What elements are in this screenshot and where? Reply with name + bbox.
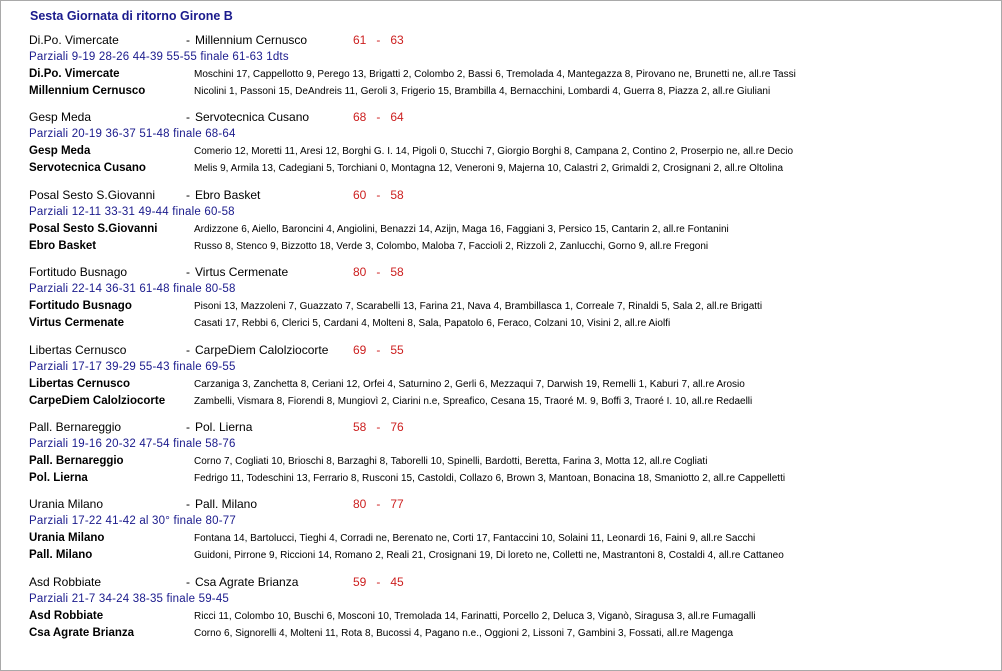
final-score — [353, 496, 404, 513]
score-separator: - — [376, 342, 381, 357]
match-line — [29, 264, 989, 281]
home-lineup-players: Moschini 17, Cappellotto 9, Perego 13, Brigatti 2, Colombo 2, Bassi 6, Tremolada 4, Mantegazza 8, Pirovano ne, Brunetti ne, all.re Tassi — [194, 69, 796, 80]
home-lineup-team: Urania Milano — [29, 532, 105, 545]
score-separator: - — [376, 33, 381, 47]
away-lineup — [29, 83, 989, 100]
final-score — [353, 32, 404, 49]
partial-scores: Parziali 9-19 28-26 44-39 55-55 finale 61-63 1dts — [29, 51, 289, 63]
home-lineup-players: Carzaniga 3, Zanchetta 8, Ceriani 12, Orfei 4, Saturnino 2, Gerli 6, Mezzaqui 7, Darwish 19, Remelli 1, Kaburi 7, all.re Arosio — [194, 378, 745, 390]
away-score: 45 — [390, 574, 404, 589]
home-lineup — [29, 221, 989, 238]
partial-scores: Parziali 19-16 20-32 47-54 finale 58-76 — [29, 437, 236, 450]
home-lineup — [29, 298, 989, 315]
away-lineup — [29, 393, 989, 410]
home-lineup — [29, 608, 989, 625]
match-separator: - — [186, 574, 190, 589]
away-lineup-players: Casati 17, Rebbi 6, Clerici 5, Cardani 4, Molteni 8, Sala, Papatolo 6, Feraco, Colzani 10, Visini 2, all.re Aiolfi — [194, 318, 671, 330]
partial-scores: Parziali 20-19 36-37 51-48 finale 68-64 — [29, 128, 236, 141]
home-lineup — [29, 530, 989, 547]
final-score — [353, 187, 404, 204]
home-lineup-players: Pisoni 13, Mazzoleni 7, Guazzato 7, Scarabelli 13, Farina 21, Nava 4, Brambillasca 1, Correale 7, Rinaldi 5, Sala 2, all.re Brigatti — [194, 301, 763, 313]
game-block — [29, 419, 989, 496]
final-score — [353, 574, 404, 591]
final-score — [353, 109, 404, 126]
away-lineup-team: CarpeDiem Calolziocorte — [29, 394, 166, 407]
away-team-label: CarpeDiem Calolziocorte — [195, 342, 329, 357]
home-lineup — [29, 376, 989, 393]
home-lineup-players: Fontana 14, Bartolucci, Tieghi 4, Corradi ne, Berenato ne, Corti 17, Fantaccini 10, Solaini 11, Leonardi 16, Faini 9, all.re Sacchi — [194, 533, 756, 545]
away-lineup — [29, 315, 989, 332]
match-line — [29, 419, 989, 436]
game-block — [29, 32, 989, 109]
away-lineup-players: Melis 9, Armila 13, Cadegiani 5, Torchiani 0, Montagna 12, Veneroni 9, Majerna 10, Calastri 2, Grimaldi 2, Crosignani 2, all.re Oltolina — [194, 163, 784, 175]
home-team-label: Posal Sesto S.Giovanni — [29, 187, 156, 202]
away-lineup-players: Guidoni, Pirrone 9, Riccioni 14, Romano 2, Reali 21, Crosignani 19, Di loreto ne, Colletti ne, Mastrantoni 8, Costaldi 4, all.re Cattaneo — [194, 550, 784, 562]
away-lineup-team: Pall. Milano — [29, 549, 93, 562]
away-lineup — [29, 625, 989, 642]
away-lineup-team: Virtus Cermenate — [29, 317, 125, 330]
home-lineup-players: Comerio 12, Moretti 11, Aresi 12, Borghi G. I. 14, Pigoli 0, Stucchi 7, Giorgio Borghi 8, Campana 2, Contino 2, Proserpio ne, all.re Decio — [194, 146, 794, 158]
home-lineup — [29, 143, 989, 160]
game-block — [29, 187, 989, 264]
away-lineup-team: Ebro Basket — [29, 239, 97, 252]
partial-scores: Parziali 22-14 36-31 61-48 finale 80-58 — [29, 283, 236, 296]
home-lineup-team: Di.Po. Vimercate — [29, 68, 120, 80]
away-lineup-team: Csa Agrate Brianza — [29, 626, 135, 639]
score-separator: - — [376, 187, 381, 202]
match-separator: - — [186, 33, 190, 47]
away-lineup-team: Servotecnica Cusano — [29, 162, 146, 175]
home-lineup-team: Libertas Cernusco — [29, 377, 130, 390]
away-score: 63 — [390, 33, 404, 47]
away-lineup-team: Millennium Cernusco — [29, 85, 146, 97]
home-team-label: Urania Milano — [29, 497, 104, 512]
partial-scores: Parziali 17-22 41-42 al 30° finale 80-77 — [29, 515, 236, 528]
away-lineup-players: Fedrigo 11, Todeschini 13, Ferrario 8, Rusconi 15, Castoldi, Collazo 6, Brown 3, Mantoan, Bonacina 18, Smaniotto 2, all.re Cappelletti — [194, 472, 786, 484]
home-score: 69 — [353, 342, 367, 357]
home-lineup — [29, 66, 989, 83]
match-separator: - — [186, 419, 190, 434]
away-team-label: Servotecnica Cusano — [195, 110, 310, 125]
away-team-label: Ebro Basket — [195, 187, 261, 202]
away-lineup — [29, 160, 989, 177]
home-lineup-players: Corno 7, Cogliati 10, Brioschi 8, Barzaghi 8, Taborelli 10, Spinelli, Bardotti, Beretta, Farina 3, Motta 12, all.re Cogliati — [194, 455, 708, 467]
away-score: 77 — [390, 497, 404, 512]
home-score: 60 — [353, 187, 367, 202]
away-score: 58 — [390, 187, 404, 202]
match-line — [29, 496, 989, 513]
home-score: 59 — [353, 574, 367, 589]
away-lineup — [29, 470, 989, 487]
home-lineup-team: Gesp Meda — [29, 145, 91, 158]
match-line — [29, 187, 989, 204]
away-lineup-players: Russo 8, Stenco 9, Bizzotto 18, Verde 3, Colombo, Maloba 7, Faccioli 2, Rizzoli 2, Zanlucchi, Gorno 9, all.re Fregoni — [194, 240, 709, 252]
score-separator: - — [376, 497, 381, 512]
score-separator: - — [376, 419, 381, 434]
away-team-label: Millennium Cernusco — [195, 33, 308, 47]
away-lineup — [29, 238, 989, 255]
home-score: 80 — [353, 265, 367, 280]
game-block — [29, 574, 989, 651]
score-separator: - — [376, 574, 381, 589]
away-score: 76 — [390, 419, 404, 434]
games-list — [29, 32, 989, 651]
away-team-label: Csa Agrate Brianza — [195, 574, 299, 589]
game-block — [29, 496, 989, 573]
match-separator: - — [186, 187, 190, 202]
partial-scores: Parziali 17-17 39-29 55-43 finale 69-55 — [29, 360, 236, 373]
away-score: 55 — [390, 342, 404, 357]
away-lineup-players: Nicolini 1, Passoni 15, DeAndreis 11, Geroli 3, Frigerio 15, Brambilla 4, Bernacchini, Lombardi 4, Guerra 8, Piazza 2, all.re Giuliani — [194, 86, 771, 97]
away-lineup-team: Pol. Lierna — [29, 471, 88, 484]
game-block — [29, 264, 989, 341]
final-score — [353, 419, 404, 436]
game-block — [29, 109, 989, 186]
home-lineup-team: Asd Robbiate — [29, 609, 104, 622]
away-team-label: Pall. Milano — [195, 497, 258, 512]
score-separator: - — [376, 265, 381, 280]
home-team-label: Gesp Meda — [29, 110, 92, 125]
home-lineup-team: Pall. Bernareggio — [29, 454, 124, 467]
partial-scores: Parziali 12-11 33-31 49-44 finale 60-58 — [29, 205, 235, 218]
home-lineup-players: Ardizzone 6, Aiello, Baroncini 4, Angiolini, Benazzi 14, Azijn, Maga 16, Faggiani 3, Persico 15, Cantarin 2, all.re Fontanini — [194, 223, 729, 235]
partial-scores: Parziali 21-7 34-24 38-35 finale 59-45 — [29, 592, 230, 605]
home-score: 61 — [353, 33, 367, 47]
home-team-label: Libertas Cernusco — [29, 342, 127, 357]
page-title: Sesta Giornata di ritorno Girone B — [30, 9, 233, 23]
home-score: 68 — [353, 110, 367, 125]
home-lineup — [29, 453, 989, 470]
match-separator: - — [186, 497, 190, 512]
away-score: 64 — [390, 110, 404, 125]
home-score: 58 — [353, 419, 367, 434]
final-score — [353, 264, 404, 281]
match-line — [29, 32, 989, 49]
away-lineup-players: Corno 6, Signorelli 4, Molteni 11, Rota 8, Bucossi 4, Pagano n.e., Oggioni 2, Lissoni 7, Gambini 3, Fossati, all.re Magenga — [194, 627, 733, 639]
home-team-label: Di.Po. Vimercate — [29, 33, 119, 47]
home-score: 80 — [353, 497, 367, 512]
home-lineup-players: Ricci 11, Colombo 10, Buschi 6, Mosconi 10, Tremolada 14, Farinatti, Porcello 2, Deluca 3, Viganò, Siragusa 3, all.re Fumagalli — [194, 610, 756, 622]
away-lineup-players: Zambelli, Vismara 8, Fiorendi 8, Mungiovì 2, Ciarini n.e, Spreafico, Cesana 15, Traoré M. 9, Boffi 3, Traoré I. 10, all.re Redaelli — [194, 395, 753, 407]
away-team-label: Virtus Cermenate — [195, 265, 289, 280]
match-separator: - — [186, 110, 190, 125]
final-score — [353, 342, 404, 359]
game-block — [29, 342, 989, 419]
match-line — [29, 574, 989, 591]
match-line — [29, 342, 989, 359]
away-score: 58 — [390, 265, 404, 280]
home-team-label: Pall. Bernareggio — [29, 419, 122, 434]
home-team-label: Fortitudo Busnago — [29, 265, 128, 280]
match-separator: - — [186, 265, 190, 280]
away-lineup — [29, 547, 989, 564]
match-separator: - — [186, 342, 190, 357]
home-team-label: Asd Robbiate — [29, 574, 102, 589]
match-line — [29, 109, 989, 126]
home-lineup-team: Fortitudo Busnago — [29, 300, 132, 313]
away-team-label: Pol. Lierna — [195, 419, 253, 434]
home-lineup-team: Posal Sesto S.Giovanni — [29, 222, 158, 235]
score-separator: - — [376, 110, 381, 125]
